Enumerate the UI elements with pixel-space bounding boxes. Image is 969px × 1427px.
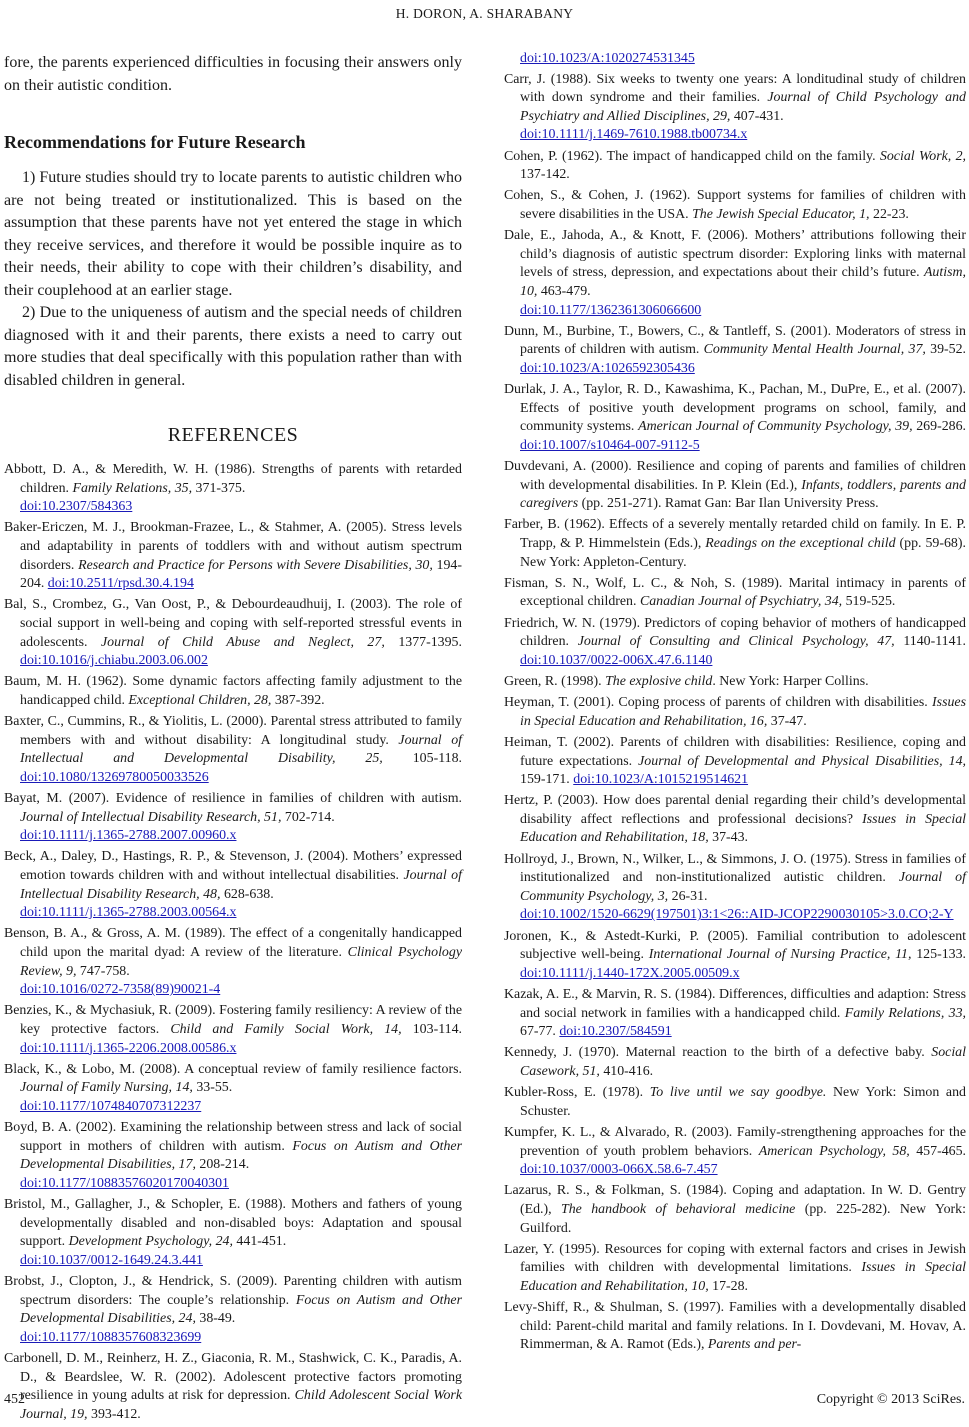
reference-pages: 39-52. <box>925 342 967 358</box>
reference-text: Kennedy, J. (1970). Maternal reaction to the birth of a defective baby. <box>504 1045 932 1061</box>
doi-link[interactable]: doi:10.1177/10883576020170040301 <box>20 1175 230 1191</box>
reference-entry <box>4 848 462 922</box>
reference-text: Kazak, A. E., & Marvin, R. S. (1984). Differences, difficulties and adaption: Stress and social network in families with a handicapped child. <box>504 987 966 1021</box>
recommendation-2: 2) Due to the uniqueness of autism and the special needs of children diagnosed with it and their parents, there exists a need to carry out more studies that deal specifically with this population rather than with disabled children in general. <box>4 304 462 389</box>
reference-source: Infants, toddlers, parents and caregivers <box>520 477 966 512</box>
reference-entry <box>504 694 966 731</box>
page-number: 452 <box>4 1392 25 1407</box>
reference-entry <box>4 1002 462 1058</box>
doi-link[interactable]: doi:10.1080/13269780050033526 <box>20 769 209 785</box>
reference-continued <box>504 50 966 69</box>
reference-source: Issues in Special Education and Rehabilitation, 10, <box>520 1260 966 1294</box>
reference-pages: 1377-1395. <box>384 634 462 650</box>
reference-pages: 26-31. <box>668 888 708 904</box>
reference-pages: 105-118. <box>382 751 462 767</box>
reference-text: Benzies, K., & Mychasiuk, R. (2009). Fostering family resiliency: A review of the key protective factors. <box>4 1003 462 1037</box>
reference-text: Kumpfer, K. L., & Alvarado, R. (2003). Family-strengthening approaches for the prevention of youth problem behaviors. <box>504 1124 966 1159</box>
reference-pages: 519-525. <box>842 594 896 610</box>
reference-source: International Journal of Nursing Practice, 11, <box>648 947 912 963</box>
reference-source: Exceptional Children, 28, <box>128 692 272 708</box>
reference-entry <box>4 925 462 999</box>
reference-source: The explosive child <box>605 673 713 689</box>
reference-text: Levy-Shiff, R., & Shulman, S. (1997). Families with a developmentally disabled child: Parent-child marital and family relations. In I. Dovdevani, M. Hovav, A. Rimmerman, & A. Ramot (Eds.), <box>504 1300 966 1353</box>
reference-list-left <box>4 461 462 1424</box>
reference-source: Autism, 10, <box>520 265 966 299</box>
intro-paragraph: fore, the parents experienced difficulties in focusing their answers only on their autistic condition. <box>4 54 462 94</box>
doi-link[interactable]: doi:10.1037/0003-066X.58.6-7.457 <box>520 1162 718 1178</box>
reference-pages: (pp. 251-271). Ramat Gan: Bar Ilan University Press. <box>578 496 879 512</box>
reference-text: Cohen, P. (1962). The impact of handicapped child on the family. <box>504 148 880 164</box>
doi-link[interactable]: doi:10.1016/j.chiabu.2003.06.002 <box>20 653 208 669</box>
reference-entry <box>4 713 462 787</box>
doi-link[interactable]: doi:10.1111/j.1365-2788.2003.00564.x <box>20 905 237 921</box>
reference-entry <box>504 575 966 612</box>
reference-source: Canadian Journal of Psychiatry, 34, <box>639 594 843 610</box>
copyright-notice: Copyright © 2013 SciRes. <box>816 1392 965 1407</box>
reference-text: Kubler-Ross, E. (1978). <box>504 1085 650 1101</box>
reference-entry <box>504 792 966 848</box>
reference-text: Abbott, D. A., & Meredith, W. H. (1986). Strengths of parents with retarded children. <box>4 462 462 496</box>
doi-link[interactable]: doi:10.1111/j.1365-2206.2008.00586.x <box>20 1040 237 1056</box>
reference-entry <box>4 519 462 593</box>
reference-pages: 67-77. <box>520 1024 560 1040</box>
reference-text: Hollroyd, J., Brown, N., Wilker, L., & Simmons, J. O. (1975). Stress in families of institutionalized and non-institutionalized autistic children. <box>504 851 966 886</box>
reference-pages: 208-214. <box>195 1157 250 1173</box>
reference-entry <box>504 1241 966 1297</box>
reference-entry <box>504 516 966 572</box>
reference-entry <box>4 1196 462 1270</box>
reference-text: Carr, J. (1988). Six weeks to twenty one years: A londitudinal study of children with down syndrome and their families. <box>504 71 966 106</box>
reference-source: Clinical Psychology Review, 9, <box>20 945 462 979</box>
reference-text: Brobst, J., Clopton, J., & Hendrick, S. (2009). Parenting children with autism spectrum disorders: The couple’s relationship. <box>4 1274 462 1308</box>
doi-link[interactable]: doi:10.1016/0272-7358(89)90021-4 <box>20 982 221 998</box>
doi-link[interactable]: doi:10.2307/584363 <box>20 499 133 515</box>
reference-source: The Jewish Special Educator, 1, <box>692 206 870 222</box>
reference-entry <box>504 851 966 925</box>
reference-entry <box>504 734 966 790</box>
reference-text: Black, K., & Lobo, M. (2008). A conceptual review of family resilience factors. <box>4 1061 462 1077</box>
reference-pages: 387-392. <box>271 692 325 708</box>
reference-text: Green, R. (1998). <box>504 673 606 689</box>
doi-link[interactable]: doi:10.1007/s10464-007-9112-5 <box>520 437 700 453</box>
reference-text: Bristol, M., Gallagher, J., & Schopler, E. (1988). Mothers and fathers of young developmentally disabled and non-disabled boys: Adaptation and spousal support. <box>4 1197 462 1250</box>
doi-link[interactable]: doi:10.1023/A:1020274531345 <box>520 51 695 66</box>
reference-entry <box>504 458 966 514</box>
reference-source: Journal of Developmental and Physical Disabilities, 14, <box>638 753 966 769</box>
reference-text: Dale, E., Jahoda, A., & Knott, F. (2006). Mothers’ attributions following their child’s diagnosis of autistic spectrum disorder: Exploring links with maternal levels of stress, depression, and expectations about their child’s future. <box>504 228 966 281</box>
reference-text: Durlak, J. A., Taylor, R. D., Kawashima, K., Pachan, M., DuPre, E., et al. (2007). Effects of positive youth development programs on school, family, and community systems. <box>504 382 966 435</box>
reference-entry <box>4 1119 462 1193</box>
reference-pages: 37-47. <box>767 713 807 729</box>
reference-pages: 702-714. <box>281 809 335 825</box>
reference-text: Bayat, M. (2007). Evidence of resilience in families of children with autism. <box>4 791 462 807</box>
reference-source: Journal of Consulting and Clinical Psychology, 47, <box>577 634 895 650</box>
doi-link[interactable]: doi:10.1177/1088357608323699 <box>20 1329 202 1345</box>
doi-link[interactable]: doi:10.1177/1074840707312237 <box>20 1098 202 1114</box>
doi-link[interactable]: doi:10.2307/584591 <box>559 1024 672 1040</box>
reference-pages: 393-412. <box>87 1406 141 1422</box>
section-heading: Recommendations for Future Research <box>4 132 306 152</box>
reference-source: Journal of Intellectual Disability Research, 48, <box>20 868 462 902</box>
reference-pages: 22-23. <box>869 206 909 222</box>
reference-source: Family Relations, 35, <box>72 480 193 496</box>
reference-pages: (pp. 225-282). New York: Guilford. <box>520 1201 966 1236</box>
reference-entry <box>504 1084 966 1121</box>
reference-pages: 33-55. <box>192 1080 233 1096</box>
reference-source: Development Psychology, 24, <box>68 1234 233 1250</box>
reference-list-right <box>504 71 966 1355</box>
reference-source: American Journal of Community Psychology, 39, <box>638 419 913 435</box>
reference-source: Family Relations, 33, <box>844 1005 966 1021</box>
left-column <box>4 52 462 1427</box>
reference-source: Journal of Child Abuse and Neglect, 27, <box>101 634 385 650</box>
reference-text: Heiman, T. (2002). Parents of children with disabilities: Resilience, coping and future expectations. <box>504 734 966 769</box>
reference-text: Lazer, Y. (1995). Resources for coping with external factors and crises in Jewish families with children with developmental limitations. <box>504 1241 966 1276</box>
reference-text: Lazarus, R. S., & Folkman, S. (1984). Coping and adaptation. In W. D. Gentry (Ed.), <box>504 1183 966 1217</box>
reference-pages: 747-758. <box>76 963 130 979</box>
reference-source: Child Adolescent Social Work Journal, 19, <box>20 1388 463 1422</box>
reference-pages: 17-28. <box>708 1278 749 1294</box>
reference-text: Joronen, K., & Astedt-Kurki, P. (2005). Familial contribution to adolescent subjective well-being. <box>504 928 966 963</box>
reference-entry <box>504 986 966 1042</box>
reference-entry <box>504 323 966 379</box>
reference-entry <box>504 71 966 145</box>
reference-pages: 137-142. <box>520 167 570 183</box>
reference-source: Issues in Special Education and Rehabilitation, 18, <box>520 811 966 846</box>
reference-pages: 38-49. <box>195 1311 236 1327</box>
reference-entry <box>504 1182 966 1238</box>
reference-entry <box>504 615 966 671</box>
reference-pages: 194-204. <box>20 557 463 592</box>
reference-entry <box>504 227 966 320</box>
reference-text: Hertz, P. (2003). How does parental denial regarding their child’s developmental disability affect reflections and professional decisions? <box>504 793 966 827</box>
reference-text: Baker-Ericzen, M. J., Brookman-Frazee, L., & Stahmer, A. (2005). Stress levels and adaptability in parents of toddlers with and without autism spectrum disorders. <box>4 520 462 573</box>
doi-link[interactable]: doi:10.1111/j.1365-2788.2007.00960.x <box>20 828 237 844</box>
reference-entry <box>504 1044 966 1081</box>
reference-source: Journal of Intellectual Disability Research, 51, <box>20 809 282 825</box>
reference-entry <box>504 148 966 185</box>
reference-source: Community Mental Health Journal, 37, <box>703 342 926 358</box>
reference-text: Fisman, S. N., Wolf, L. C., & Noh, S. (1989). Marital intimacy in parents of exceptional children. <box>504 575 966 610</box>
reference-source: Issues in Special Education and Rehabilitation, 16, <box>520 695 966 729</box>
doi-link[interactable]: doi:10.1037/0012-1649.24.3.441 <box>20 1252 203 1268</box>
reference-text: Carbonell, D. M., Reinherz, H. Z., Giaconia, R. M., Stashwick, C. K., Paradis, A. D., & Beardslee, W. R. (2002). Adolescent protective factors promoting resilience in young adults at risk for depression. <box>4 1351 462 1404</box>
reference-text: Heyman, T. (2001). Coping process of parents of children with disabilities. <box>504 695 933 711</box>
reference-source: Social Work, 2, <box>879 148 966 164</box>
reference-pages: 628-638. <box>220 886 274 902</box>
reference-entry <box>4 673 462 710</box>
reference-text: Friedrich, W. N. (1979). Predictors of coping behavior of mothers of handicapped children. <box>504 615 966 650</box>
reference-entry <box>4 596 462 670</box>
reference-pages: 441-451. <box>232 1234 287 1250</box>
reference-source: Child and Family Social Work, 14, <box>170 1021 402 1037</box>
reference-source: Journal of Child Psychology and Psychiatry and Allied Disciplines, 29, <box>520 90 966 124</box>
reference-entry <box>504 187 966 224</box>
references-heading: REFERENCES <box>167 424 299 446</box>
reference-source: Journal of Intellectual and Developmental Disability, 25, <box>20 732 462 767</box>
reference-entry <box>504 928 966 984</box>
doi-link[interactable]: doi:10.1002/1520-6629(197501)3:1<26::AID-JCOP2290030105>3.0.CO;2-Y <box>520 907 954 923</box>
reference-text: Duvdevani, A. (2000). Resilience and coping of parents and families of children with developmental disabilities. In P. Klein (Ed.), <box>504 459 966 493</box>
doi-link[interactable]: doi:10.1177/1362361306066600 <box>520 302 702 318</box>
reference-entry <box>4 790 462 846</box>
running-head: H. DORON, A. SHARABANY <box>395 6 574 21</box>
reference-pages: 125-133. <box>911 947 966 963</box>
reference-pages: (pp. 59-68). New York: Appleton-Century. <box>520 536 966 570</box>
reference-pages: 407-431. <box>730 108 784 124</box>
doi-link[interactable]: doi:10.1111/j.1469-7610.1988.tb00734.x <box>520 127 748 143</box>
reference-entry <box>504 1299 966 1355</box>
reference-source: Parents and per- <box>707 1337 802 1353</box>
reference-source: American Psychology, 58, <box>758 1143 910 1159</box>
right-column <box>504 50 966 1357</box>
reference-text: Benson, B. A., & Gross, A. M. (1989). The effect of a congenitally handicapped child upon the marital dyad: A review of the literature. <box>4 926 462 960</box>
reference-text: Cohen, S., & Cohen, J. (1962). Support systems for families of children with severe disabilities in the USA. <box>504 188 966 222</box>
doi-link[interactable]: doi:10.1037/0022-006X.47.6.1140 <box>520 652 713 668</box>
reference-entry <box>4 461 462 517</box>
reference-source: Journal of Community Psychology, 3, <box>520 870 966 904</box>
reference-entry <box>4 1273 462 1347</box>
doi-link[interactable]: doi:10.1111/j.1440-172X.2005.00509.x <box>520 965 740 981</box>
reference-source: Journal of Family Nursing, 14, <box>20 1080 193 1096</box>
reference-pages: 371-375. <box>192 480 246 496</box>
reference-entry <box>504 673 966 692</box>
reference-entry <box>504 381 966 455</box>
doi-link[interactable]: doi:10.1023/A:1026592305436 <box>520 360 695 376</box>
reference-pages: 1140-1141. <box>894 634 966 650</box>
reference-text: Beck, A., Daley, D., Hastings, R. P., & Stevenson, J. (2004). Mothers’ expressed emotion towards children with and without intellectual disabilities. <box>4 849 462 884</box>
reference-text: Baum, M. H. (1962). Some dynamic factors affecting family adjustment to the handicapped child. <box>4 674 462 708</box>
reference-pages: 463-479. <box>537 283 591 299</box>
reference-source: Social Casework, 51, <box>520 1045 966 1079</box>
reference-pages: 457-465. <box>909 1143 967 1159</box>
reference-entry <box>504 1124 966 1180</box>
reference-source: Focus on Autism and Other Developmental Disabilities, 17, <box>20 1138 462 1173</box>
reference-text: Dunn, M., Burbine, T., Bowers, C., & Tantleff, S. (2001). Moderators of stress in parents of children with autism. <box>504 323 966 358</box>
reference-source: To live until we say goodbye. <box>649 1085 827 1101</box>
reference-pages: 103-114. <box>401 1021 462 1037</box>
reference-text: Bal, S., Crombez, G., Van Oost, P., & Debourdeaudhuij, I. (2003). The role of social support in well-being and coping with self-reported stressful events in adolescents. <box>4 597 462 650</box>
reference-source: Readings on the exceptional child <box>705 536 896 551</box>
reference-text: Baxter, C., Cummins, R., & Yiolitis, L. (2000). Parental stress attributed to family members with and without disability: A longitudinal study. <box>4 714 462 748</box>
reference-source: Research and Practice for Persons with Severe Disabilities, 30, <box>78 557 433 573</box>
reference-entry <box>4 1350 462 1424</box>
reference-text: Boyd, B. A. (2002). Examining the relationship between stress and lack of social support in mothers of children with autism. <box>4 1120 462 1154</box>
reference-pages: 410-416. <box>599 1063 654 1079</box>
reference-pages: 37-43. <box>708 830 749 846</box>
reference-source: Focus on Autism and Other Developmental Disabilities, 24, <box>20 1292 462 1327</box>
reference-pages: 269-286. <box>912 419 966 435</box>
doi-link[interactable]: doi:10.1023/A:1015219514621 <box>573 772 749 788</box>
reference-pages: . New York: Harper Collins. <box>712 673 869 689</box>
recommendation-1: 1) Future studies should try to locate parents to autistic children who are not being treated or institutionalized. This is based on the assumption that these parents have not yet entered the stage in which they receive services, and therefore it would be possible inquire as to their needs, their ability to cope with their children’s disability, and their couplehood at an earlier stage. <box>4 169 462 299</box>
reference-source: The handbook of behavioral medicine <box>561 1201 796 1217</box>
reference-pages: 159-171. <box>520 772 574 788</box>
reference-entry <box>4 1061 462 1117</box>
reference-pages: New York: Simon and Schuster. <box>520 1085 966 1119</box>
doi-link[interactable]: doi:10.2511/rpsd.30.4.194 <box>47 576 194 592</box>
reference-text: Farber, B. (1962). Effects of a severely mentally retarded child on family. In E. P. Trapp, & P. Himmelstein (Eds.), <box>504 517 966 551</box>
